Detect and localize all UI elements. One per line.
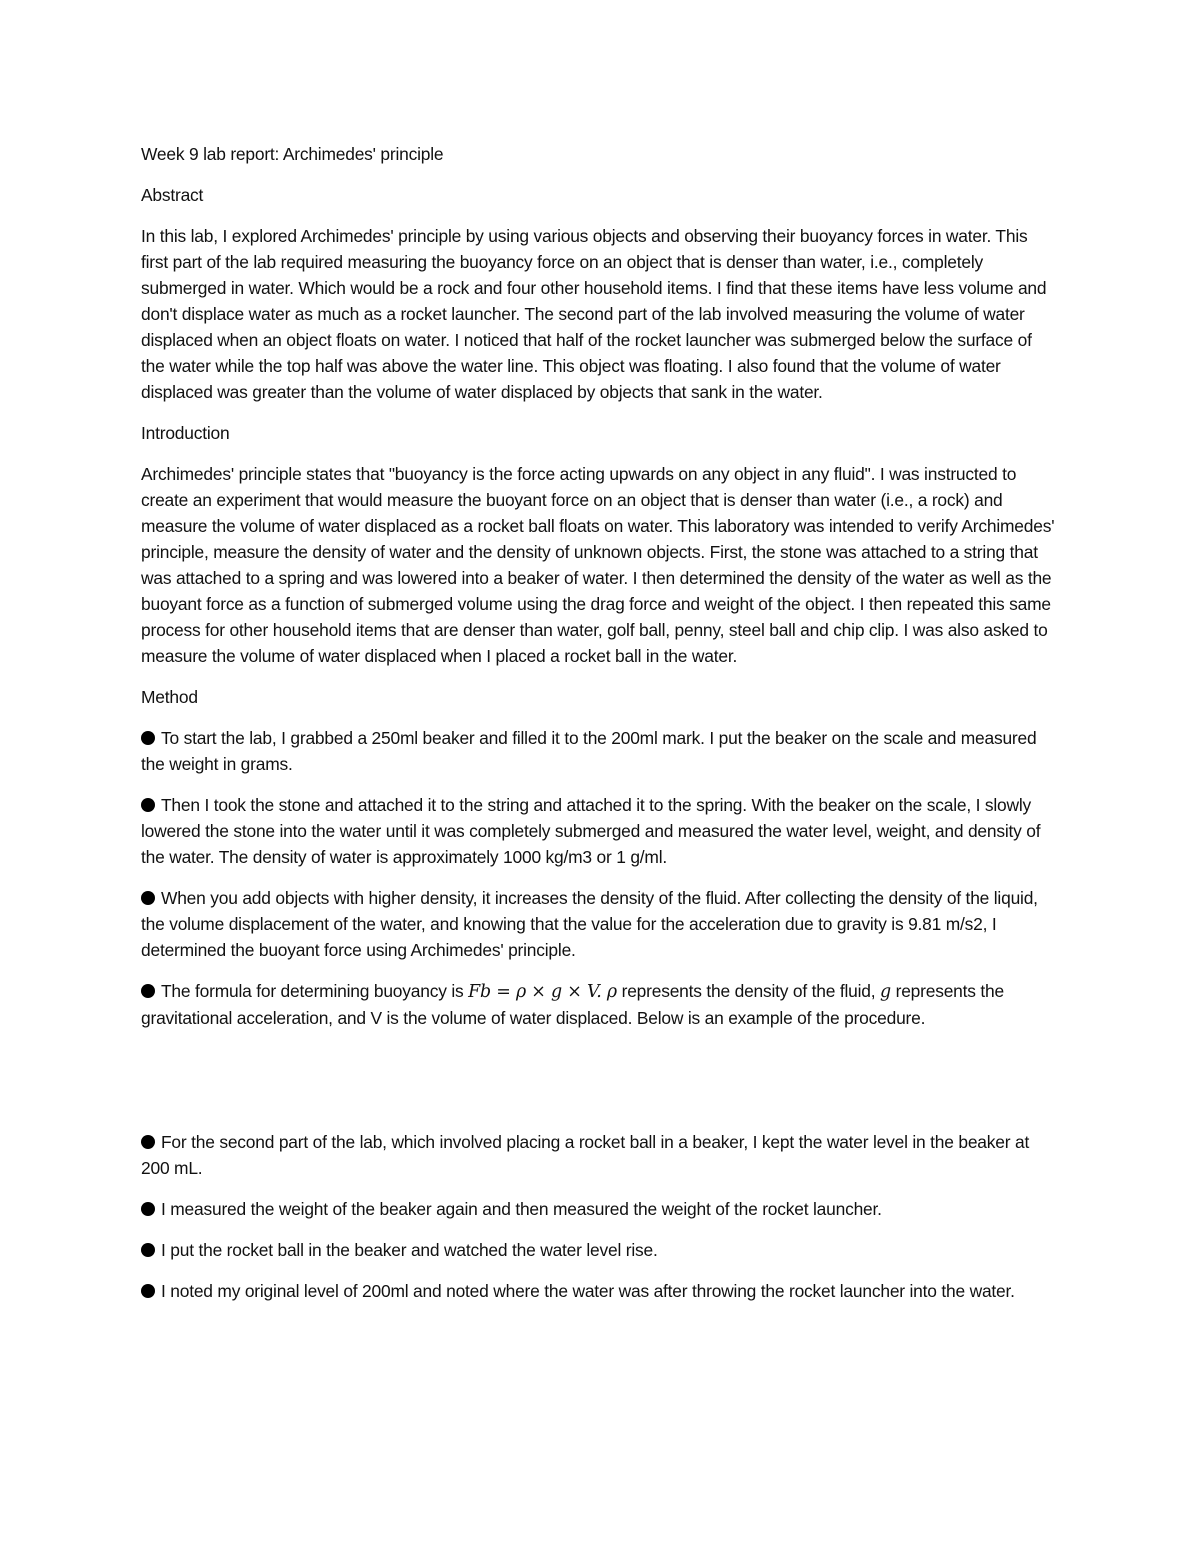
method-bullet (141, 885, 1056, 963)
bullet-icon (141, 1284, 155, 1298)
formula-intro-text: The formula for determining buoyancy is (161, 981, 469, 1001)
method-bullet-text: I measured the weight of the beaker again and then measured the weight of the rocket launcher. (161, 1199, 882, 1219)
bullet-icon (141, 1135, 155, 1149)
method-bullet-text: When you add objects with higher density, it increases the density of the fluid. After collecting the density of the liquid, the volume displacement of the water, and knowing that the value for the acceleration due to gravity is 9.81 m/s2, I determined the buoyant force using Archimedes' principle. (141, 888, 1038, 960)
method-bullet-text: I noted my original level of 200ml and noted where the water was after throwing the rocket launcher into the water. (161, 1281, 1015, 1301)
g-symbol: g (880, 982, 891, 1002)
document-title: Week 9 lab report: Archimedes' principle (141, 144, 444, 164)
abstract-heading: Abstract (141, 185, 204, 205)
formula-bullet (141, 978, 1056, 1031)
method-bullet (141, 792, 1056, 870)
method-bullet-text: To start the lab, I grabbed a 250ml beaker and filled it to the 200ml mark. I put the beaker on the scale and measured the weight in grams. (141, 728, 1037, 774)
method-bullet (141, 1237, 1056, 1263)
bullet-icon (141, 731, 155, 745)
method-bullet (141, 1196, 1056, 1222)
bullet-icon (141, 1202, 155, 1216)
bullet-icon (141, 891, 155, 905)
bullet-icon (141, 984, 155, 998)
method-bullet-text: Then I took the stone and attached it to the string and attached it to the spring. With the beaker on the scale, I slowly lowered the stone into the water until it was completely submerged and measured the water level, weight, and density of the water. The density of water is approximately 1000 kg/m3 or 1 g/ml. (141, 795, 1041, 867)
method-heading: Method (141, 687, 198, 707)
introduction-text: Archimedes' principle states that "buoyancy is the force acting upwards on any object in any fluid". I was instructed to create an experiment that would measure the buoyant force on an object that is denser than water (i.e., a rock) and measure the volume of water displaced as a rocket ball floats on water. This laboratory was intended to verify Archimedes' principle, measure the density of water and the density of unknown objects. First, the stone was attached to a string that was attached to a spring and was lowered into a beaker of water. I then determined the density of the water as well as the buoyant force as a function of submerged volume using the drag force and weight of the object. I then repeated this same process for other household items that are denser than water, golf ball, penny, steel ball and chip clip. I was also asked to measure the volume of water displaced when I placed a rocket ball in the water. (141, 464, 1055, 666)
bullet-icon (141, 1243, 155, 1257)
method-bullet-text: I put the rocket ball in the beaker and watched the water level rise. (161, 1240, 658, 1260)
formula-end-text: represents the gravitational acceleration, and V is the volume of water displaced. Below is an example of the procedure. (141, 981, 1004, 1028)
formula-middle-text: represents the density of the fluid, (616, 981, 881, 1001)
method-bullet (141, 725, 1056, 777)
abstract-text: In this lab, I explored Archimedes' principle by using various objects and observing their buoyancy forces in water. This first part of the lab required measuring the buoyancy force on an object that is denser than water, i.e., completely submerged in water. Which would be a rock and four other household items. I find that these items have less volume and don't displace water as much as a rocket launcher. The second part of the lab involved measuring the volume of water displaced when an object floats on water. I noticed that half of the rocket launcher was submerged below the surface of the water while the top half was above the water line. This object was floating. I also found that the volume of water displaced was greater than the volume of water displaced by objects that sank in the water. (141, 226, 1047, 402)
blank-space (141, 1046, 1056, 1129)
bullet-icon (141, 798, 155, 812)
introduction-heading: Introduction (141, 423, 230, 443)
rho-symbol: ρ (601, 982, 617, 1002)
buoyancy-formula: Fb = ρ × g × V. (468, 982, 602, 1002)
method-bullet (141, 1278, 1056, 1304)
method-bullet-text: For the second part of the lab, which involved placing a rocket ball in a beaker, I kept the water level in the beaker at 200 mL. (141, 1132, 1030, 1178)
document-body (141, 141, 1056, 1319)
method-bullet (141, 1129, 1056, 1181)
